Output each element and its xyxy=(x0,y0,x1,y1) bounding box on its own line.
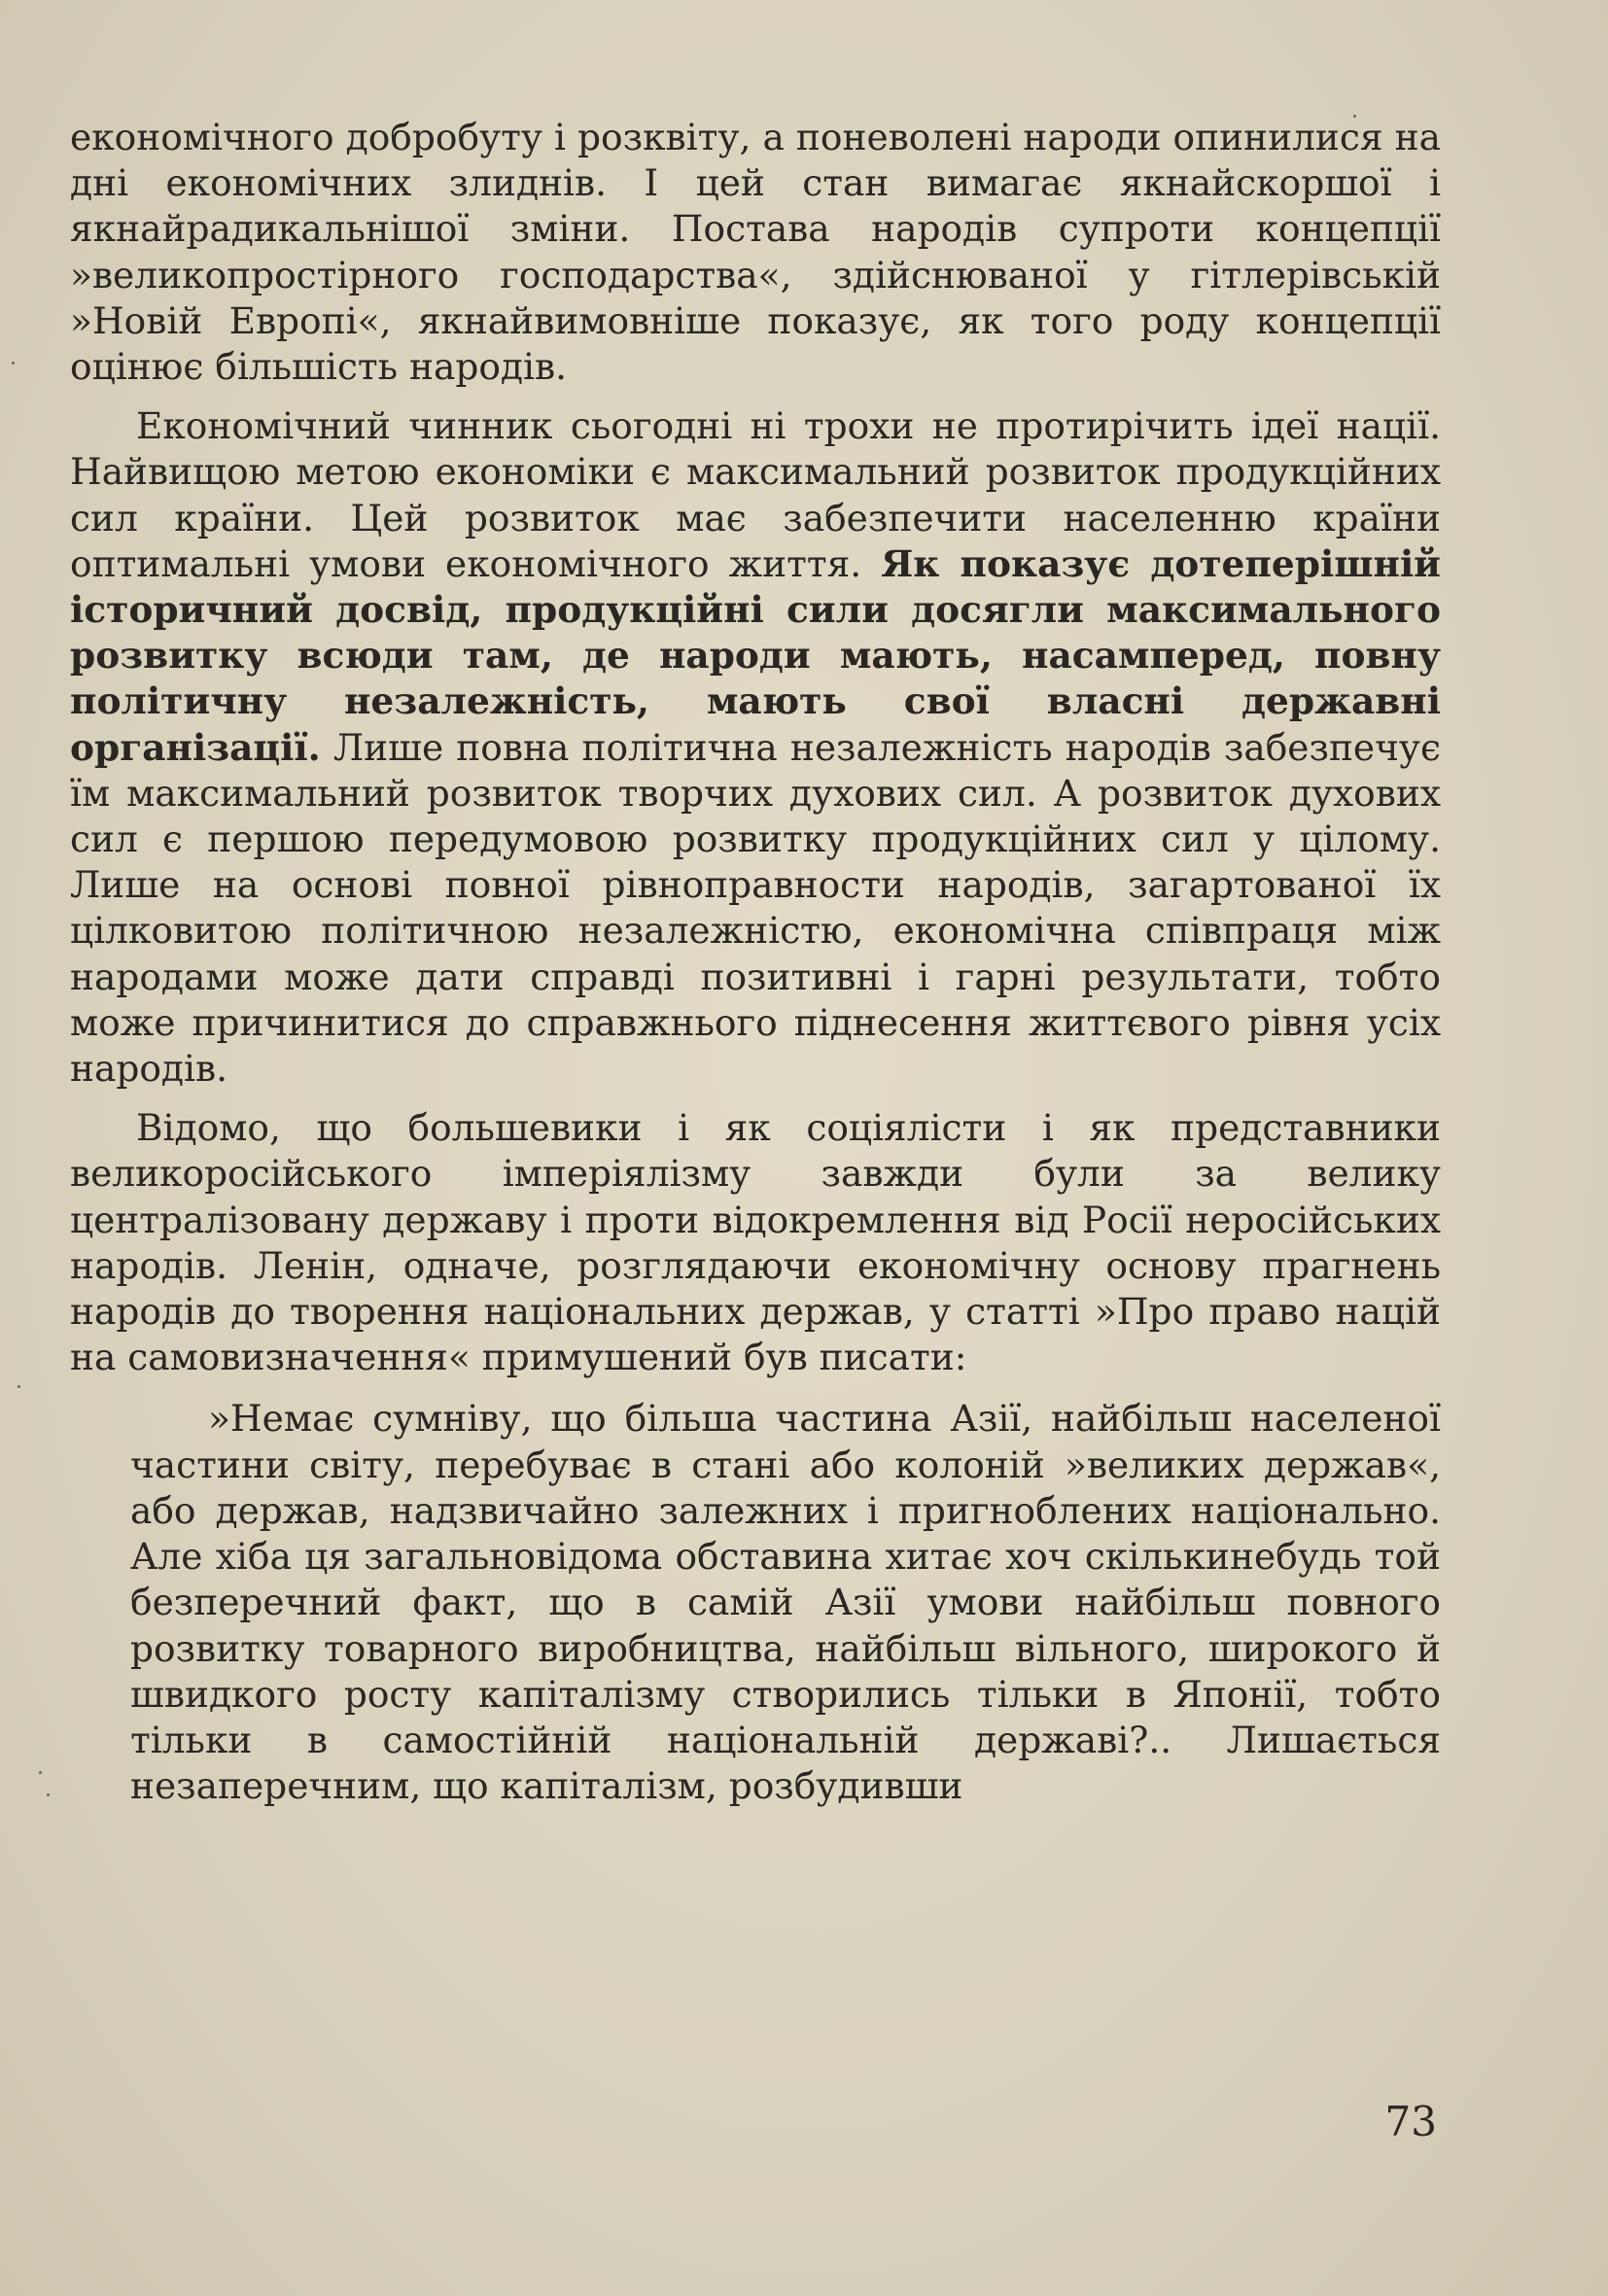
paper-speck xyxy=(17,1385,20,1388)
paper-speck xyxy=(39,1771,42,1774)
paragraph-1: економічного добробуту і розквіту, а поневолені народи опинилися на дні економічних злиднів. І цей стан вимагає якнайскоршої і якнайрадикальнішої зміни. Постава народів супроти концепції »великопростірного господарства«, здійснюваної у гітлерівській »Новій Европі«, якнайвимовніше показує, як того роду концепції оцінює більшість народів. xyxy=(70,116,1441,389)
page-number: 73 xyxy=(1384,2098,1437,2145)
paragraph-2 xyxy=(70,403,1441,1092)
paragraph-3: Відомо, що большевики і як соціялісти і як представники великоросійського імперіялізму завжди були за велику централізовану державу і проти відокремлення від Росії неросійських народів. Ленін, одначе, розглядаючи економічну основу прагнень народів до творення національних держав, у статті »Про право націй на самовизначення« примушений був писати: xyxy=(70,1106,1441,1379)
body-text xyxy=(70,115,1441,1809)
quotation-block: »Немає сумніву, що більша частина Азії, найбільш населеної частини світу, перебуває в стані або колоній »великих держав«, або держав, надзвичайно залежних і пригноблених національно. Але хіба ця загальновідома обставина хитає хоч скількинебудь той безперечний факт, що в самій Азії умови найбільш повного розвитку товарного виробництва, найбільш вільного, широкого й швидкого росту капіталізму створились тільки в Японії, тобто тільки в самостійній національній державі?.. Лишається незаперечним, що капіталізм, розбудивши xyxy=(130,1397,1441,1808)
paragraph-2-end: Лише повна політична незалежність народів забезпечує їм максимальний розвиток творчих духових сил. А розвиток духових сил є першою передумовою розвитку продукційних сил у цілому. Лише на основі повної рівноправности народів, загартованої їх цілковитою політичною незалежністю, економічна співпраця між народами може дати справді позитивні і гарні результати, тобто може причинитися до справжнього піднесення життєвого рівня усіх народів. xyxy=(70,725,1441,1091)
paper-speck xyxy=(12,362,15,365)
paragraph-2-start: Економічний чинник сьогодні ні трохи не протирічить ідеї нації. Найвищою метою економіки є максимальний розвиток продукційних сил країни. Цей розвиток має забезпечити населенню країни оптимальні умови економічного життя. xyxy=(70,404,1441,585)
paragraph-2-bold-passage: Як показує дотеперішній історичний досвід, продукційні сили досягли максимального розвитку всюди там, де народи мають, насамперед, повну політичну незалежність, мають свої власні державні організації. xyxy=(70,541,1441,769)
paper-speck xyxy=(47,1793,50,1796)
